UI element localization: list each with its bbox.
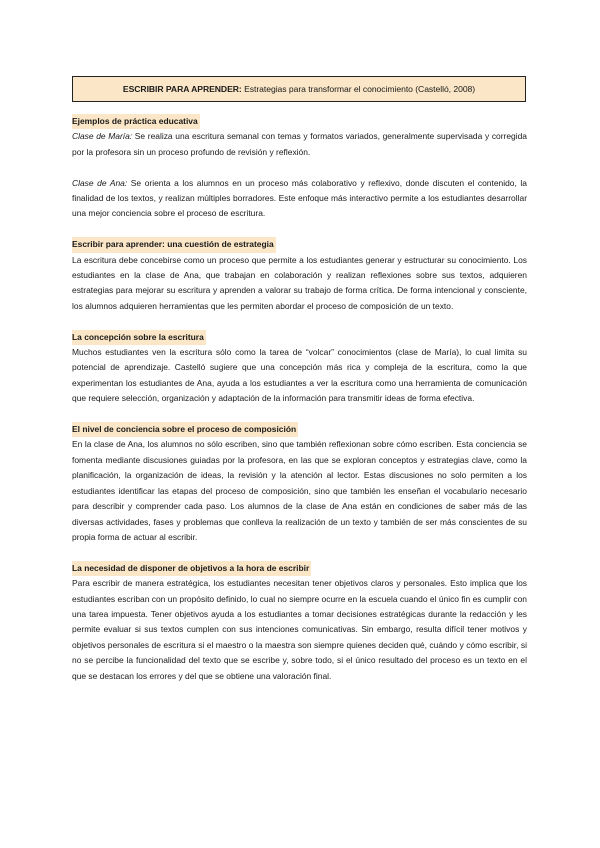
text-clase-ana: Se orienta a los alumnos en un proceso más colaborativo y reflexivo, donde discuten el contenido, la finalidad de los textos, y realizan múltiples borradores. Este enfoque más interactivo permite a los estudiantes desarrollar una mejor conciencia sobre el proceso de escritura. <box>72 177 527 219</box>
paragraph-clase-ana <box>72 176 527 222</box>
label-clase-maria: Clase de María: <box>72 131 133 142</box>
paragraph-concepcion: Muchos estudiantes ven la escritura sólo como la tarea de “volcar” conocimientos (clase de María), lo cual limita su potencial de aprendizaje. Castelló sugiere que una concepción más rica y compleja de la escritura, como la que experimentan los estudiantes de Ana, ayuda a los estudiantes a ver la escritura como una herramienta de comunicación que requiere selección, organización y adaptación de la información para transmitir ideas de forma efectiva. <box>72 347 527 404</box>
label-clase-ana: Clase de Ana: <box>72 177 128 188</box>
title-bold: ESCRIBIR PARA APRENDER: <box>122 84 242 94</box>
text-clase-maria: Se realiza una escritura semanal con temas y formatos variados, generalmente supervisada y corregida por la profesora sin un proceso profundo de revisión y reflexión. <box>72 131 527 157</box>
document-title <box>123 84 475 94</box>
title-rest: Estrategias para transformar el conocimiento (Castelló, 2008) <box>241 84 476 94</box>
document-body <box>72 114 527 684</box>
paragraph-escribir-para-aprender: La escritura debe concebirse como un proceso que permite a los estudiantes generar y estructurar su conocimiento. Los estudiantes en la clase de Ana, que trabajan en colaboración y realizan reflexiones sobre sus textos, adquieren estrategias para mejorar su escritura y aprenden a valorar su trabajo de forma crítica. De forma intencional y consciente, los alumnos adquieren herramientas que les permiten abordar el proceso de composición de un texto. <box>72 254 527 311</box>
section-heading-objetivos: La necesidad de disponer de objetivos a la hora de escribir <box>72 561 311 576</box>
section-heading-nivel-conciencia: El nivel de conciencia sobre el proceso de composición <box>72 422 298 437</box>
section-heading-ejemplos: Ejemplos de práctica educativa <box>72 114 200 129</box>
title-box <box>72 76 526 102</box>
section-heading-escribir-para-aprender: Escribir para aprender: una cuestión de estrategia <box>72 237 276 252</box>
section-heading-concepcion: La concepción sobre la escritura <box>72 330 206 345</box>
paragraph-nivel-conciencia: En la clase de Ana, los alumnos no sólo escriben, sino que también reflexionan sobre cómo escriben. Esta conciencia se fomenta mediante discusiones guiadas por la profesora, en las que se exploran conceptos y estrategias clave, como la planificación, la organización de ideas, la revisión y la atención al lector. Estas discusiones no solo permiten a los estudiantes identificar las etapas del proceso de composición, sino que también les enseñan el vocabulario necesario para describir y comprender cada paso. Los alumnos de la clase de Ana están en condiciones de saber más de las diversas actividades, fases y problemas que conlleva la realización de un texto y también de ser más conscientes de su propia forma de actuar al escribir. <box>72 439 527 542</box>
paragraph-objetivos: Para escribir de manera estratégica, los estudiantes necesitan tener objetivos claros y personales. Esto implica que los estudiantes escriban con un propósito definido, lo cual no siempre ocurre en la escuela cuando el único fin es cumplir con una tarea impuesta. Tener objetivos ayuda a los estudiantes a tomar decisiones estratégicas durante la redacción y les permite evaluar si sus textos cumplen con sus intenciones comunicativas. Sin embargo, resulta difícil tener motivos y objetivos personales de escritura si el maestro o la maestra son siempre quienes deciden qué, cuándo y cómo escribir, si no se percibe la funcionalidad del texto que se escribe y, sobre todo, si el único resultado del proceso es un texto en el que se destacan los errores y del que se obtiene una valoración final. <box>72 578 527 681</box>
paragraph-clase-maria <box>72 129 527 160</box>
